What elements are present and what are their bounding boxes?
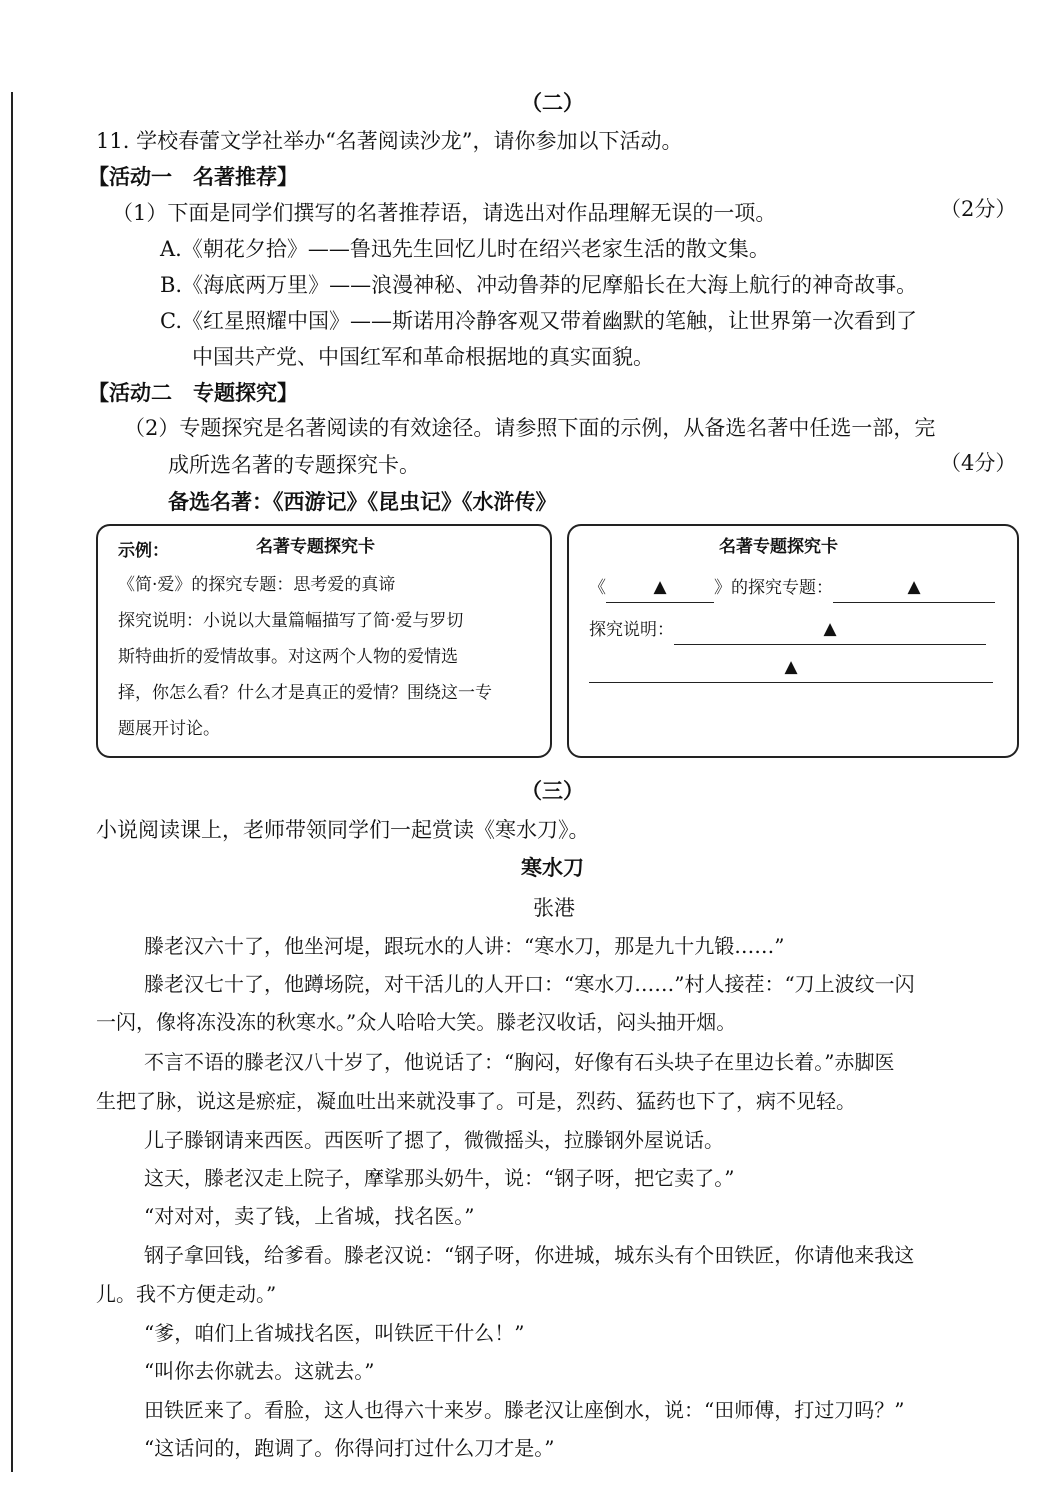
activity2-title: 【活动二 专题探究】: [88, 380, 298, 405]
story-paragraph: 田铁匠来了。看脸，这人也得六十来岁。滕老汉让座倒水，说：“田师傅，打过刀吗？”: [144, 1398, 905, 1422]
example-line: 探究说明：小说以大量篇幅描写了简·爱与罗切: [118, 611, 464, 631]
q1-score: （2分）: [940, 197, 1017, 221]
blank-triangle-icon: ▲: [907, 577, 921, 597]
topic-blank[interactable]: [833, 572, 995, 603]
answer-card: [567, 524, 1019, 758]
activity1-title: 【活动一 名著推荐】: [88, 164, 298, 189]
story-paragraph: 这天，滕老汉走上院子，摩挲那头奶牛，说：“钢子呀，把它卖了。”: [144, 1166, 735, 1190]
answer-topic-row: [589, 572, 995, 603]
example-topic: 《简·爱》的探究专题：思考爱的真谛: [118, 575, 396, 595]
story-paragraph: 生把了脉，说这是瘀症，凝血吐出来就没事了。可是，烈药、猛药也下了，病不见轻。: [96, 1089, 856, 1113]
books-list: 备选名著：《西游记》《昆虫记》《水浒传》: [168, 489, 557, 514]
story-title: 寒水刀: [521, 855, 584, 880]
q1-text: （1）下面是同学们撰写的名著推荐语，请选出对作品理解无误的一项。: [112, 201, 777, 225]
option-c-cont: 中国共产党、中国红军和革命根据地的真实面貌。: [192, 345, 654, 369]
blank-triangle-icon: ▲: [784, 657, 798, 677]
section2-heading: （二）: [521, 90, 584, 115]
blank-triangle-icon: ▲: [653, 577, 667, 597]
example-line: 斯特曲折的爱情故事。对这两个人物的爱情选: [118, 647, 458, 667]
note-blank[interactable]: [674, 614, 986, 645]
option-b: B.《海底两万里》——浪漫神秘、冲动鲁莽的尼摩船长在大海上航行的神奇故事。: [160, 273, 918, 297]
story-paragraph: 儿子滕钢请来西医。西医听了摁了，微微摇头，拉滕钢外屋说话。: [144, 1128, 724, 1152]
note-blank-2[interactable]: [589, 652, 993, 683]
margin-line: [11, 92, 13, 1472]
story-paragraph: “爹，咱们上省城找名医，叫铁匠干什么！”: [144, 1321, 525, 1345]
story-paragraph: 一闪，像将冻没冻的秋寒水。”众人哈哈大笑。滕老汉收话，闷头抽开烟。: [96, 1010, 737, 1034]
open-quote: 《: [589, 578, 606, 598]
answer-note-row2: [589, 652, 993, 683]
q2-line2: 成所选名著的专题探究卡。: [168, 453, 420, 477]
section3-intro: 小说阅读课上，老师带领同学们一起赏读《寒水刀》。: [96, 818, 590, 842]
story-paragraph: 钢子拿回钱，给爹看。滕老汉说：“钢子呀，你进城，城东头有个田铁匠，你请他来我这: [144, 1243, 915, 1267]
example-card: [96, 524, 552, 758]
story-paragraph: 儿。我不方便走动。”: [96, 1282, 277, 1306]
example-line: 择，你怎么看？什么才是真正的爱情？围绕这一专: [118, 683, 492, 703]
q2-line1: （2）专题探究是名著阅读的有效途径。请参照下面的示例，从备选名著中任选一部，完: [124, 416, 936, 440]
answer-note-row: [589, 614, 986, 645]
topic-label: 》的探究专题：: [714, 578, 833, 598]
note-label: 探究说明：: [589, 620, 674, 640]
question-11: 11. 学校春蕾文学社举办“名著阅读沙龙”，请你参加以下活动。: [96, 129, 683, 153]
story-author: 张港: [533, 896, 575, 920]
option-a: A.《朝花夕拾》——鲁迅先生回忆儿时在绍兴老家生活的散文集。: [160, 237, 770, 261]
example-line: 题展开讨论。: [118, 719, 220, 739]
answer-card-title: 名著专题探究卡: [719, 537, 838, 557]
book-title-blank[interactable]: [606, 572, 714, 603]
story-paragraph: “对对对，卖了钱，上省城，找名医。”: [144, 1204, 475, 1228]
story-paragraph: 滕老汉七十了，他蹲场院，对干活儿的人开口：“寒水刀……”村人接茬：“刀上波纹一闪: [144, 972, 915, 996]
q2-score: （4分）: [940, 451, 1017, 475]
blank-triangle-icon: ▲: [823, 619, 837, 639]
story-paragraph: 不言不语的滕老汉八十岁了，他说话了：“胸闷，好像有石头块子在里边长着。”赤脚医: [144, 1050, 895, 1074]
section3-heading: （三）: [521, 778, 584, 803]
option-c: C.《红星照耀中国》——斯诺用冷静客观又带着幽默的笔触，让世界第一次看到了: [160, 309, 917, 333]
story-paragraph: 滕老汉六十了，他坐河堤，跟玩水的人讲：“寒水刀，那是九十九锻……”: [144, 934, 785, 958]
story-paragraph: “这话问的，跑调了。你得问打过什么刀才是。”: [144, 1436, 555, 1460]
example-card-title: 名著专题探究卡: [256, 537, 375, 557]
example-label: 示例：: [118, 541, 169, 561]
story-paragraph: “叫你去你就去。这就去。”: [144, 1359, 375, 1383]
